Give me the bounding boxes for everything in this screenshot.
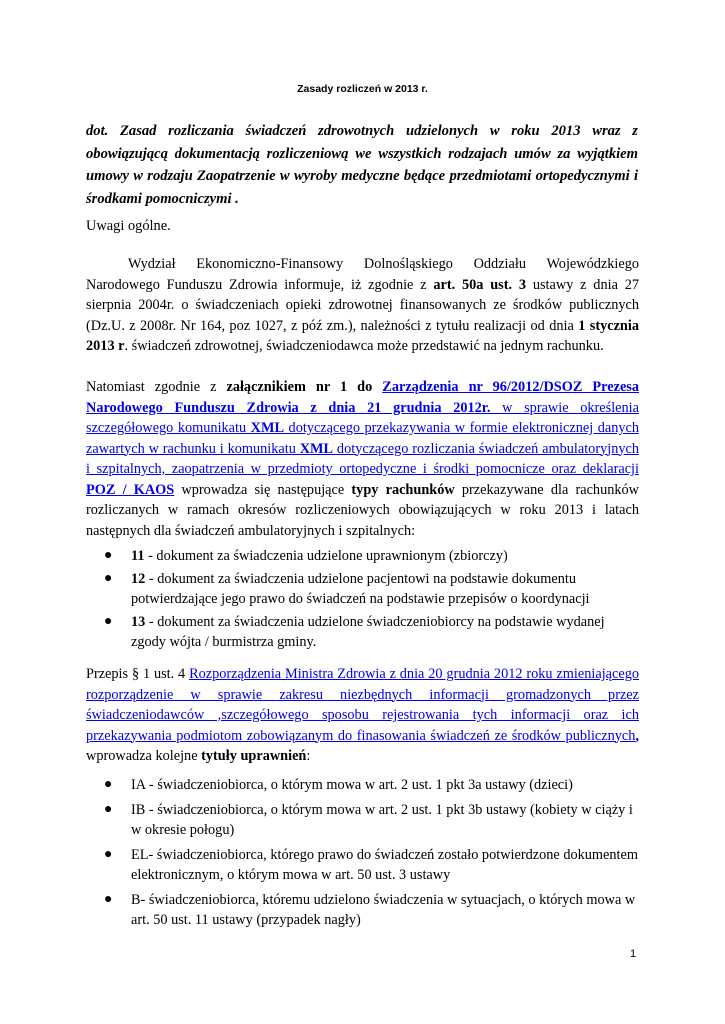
regulation-link-xml-1[interactable]: XML [250,420,285,436]
paragraph-3 [86,664,639,767]
bill-type-code: 11 [131,548,145,564]
entitlement-text: IA - świadczeniobiorca, o którym mowa w art. 2 ust. 1 pkt 3a ustawy (dzieci) [131,777,573,793]
bullet-icon: ● [104,570,113,586]
regulation-link-4[interactable]: dotyczącego przekazywania w formie elektronicznej danych zawartych w rachunku i komunikatu [86,420,639,457]
bill-type-code: 13 [131,613,146,630]
general-remarks-heading: Uwagi ogólne. [86,218,171,234]
regulation-link-poz[interactable]: POZ / KAOS [86,481,175,498]
entitlement-text: B- świadczeniobiorca, któremu udzielono świadczenia w sytuacjach, o których mowa w art. 50 ust. 11 ustawy (przypadek nagły) [131,891,636,928]
list-item [104,845,639,886]
bill-type-text: - dokument za świadczenia udzielone uprawnionym (zbiorczy) [144,548,508,564]
p3-bold-1: tytuły uprawnień [201,748,307,764]
p1-text-2: ustawy z dnia 27 sierpnia 2004r. o świadczeniach opieki zdrowotnej finansowanych ze środków publicznych (Dz.U. z 2008r. Nr 164, poz 1027, z póź zm.), należności z tytułu realizacji od dnia [86,276,640,334]
document-title: Zasady rozliczeń w 2013 r. [297,83,428,95]
p2-text-3: przekazywane dla rachunków rozliczanych w ramach okresów rozliczeniowych obowiązujących w roku 2013 i latach następnych dla świadczeń ambulatoryjnych i szpitalnych: [86,481,639,539]
p1-text-1: Wydział Ekonomiczno-Finansowy Dolnośląskiego Oddziału Wojewódzkiego Narodowego Funduszu Zdrowia informuje, iż zgodnie z [86,256,639,293]
bill-types-list [104,546,639,653]
p2-bold-2: typy rachunków [351,481,455,498]
list-item [104,569,639,610]
p2-text-1: Natomiast zgodnie z [86,379,227,395]
list-item [104,612,639,653]
regulation-link-xml-2[interactable]: XML [299,440,334,457]
p3-text-1: Przepis § 1 ust. 4 [86,666,190,682]
entitlement-text: EL- świadczeniobiorca, którego prawo do świadczeń zostało potwierdzone dokumentem elektronicznym, o którym mowa w art. 50 ust. 3 ustawy [131,846,638,883]
p3-text-2: wprowadza kolejne [86,748,202,764]
list-item [104,775,639,796]
bill-type-text: - dokument za świadczenia udzielone pacjentowi na podstawie dokumentu potwierdzające jego prawo do świadczeń na podstawie przepisów o koordynacji [131,570,590,607]
p2-text-2: wprowadza się następujące [174,481,352,498]
list-item [104,546,639,567]
p2-bold-1: załącznikiem nr 1 do [226,379,373,395]
page-number: 1 [630,948,637,960]
lead-paragraph: dot. Zasad rozliczania świadczeń zdrowotnych udzielonych w roku 2013 wraz z obowiązującą dokumentacją rozliczeniową we wszystkich rodzajach umów za wyjątkiem umowy w rodzaju Zaopatrzenie w wyroby medyczne będące przedmiotami ortopedycznymi i środkami pomocniczymi . [86,123,638,207]
p1-bold-1: art. 50a ust. 3 [433,276,527,293]
ordinance-link[interactable]: Rozporządzenia Ministra Zdrowia z dnia 20 grudnia 2012 roku zmieniającego rozporządzenie w sprawie zakresu niezbędnych informacji gromadzonych przez świadczeniodawców ,szczegółowego sposobu rejestrowania tych informacji oraz ich przekazywania podmiotom zobowiązanym do finasowania świadczeń ze środków publicznych [86,666,639,744]
entitlement-text: IB - świadczeniobiorca, o którym mowa w art. 2 ust. 1 pkt 3b ustawy (kobiety w ciąży i w okresie połogu) [131,801,633,838]
list-item [104,800,639,841]
bullet-icon: ● [104,548,113,563]
bullet-icon: ● [104,613,113,629]
p3-text-3: : [306,748,311,764]
bullet-icon: ● [104,801,113,817]
entitlement-titles-list [104,775,639,931]
regulation-link-2[interactable]: w sprawie określenia szczegółowego komunikatu [86,399,639,436]
bill-type-code: 12 [131,570,146,587]
bullet-icon: ● [104,891,113,907]
p1-text-3: . świadczeń zdrowotnej, świadczeniodawca może przedstawić na jednym rachunku. [124,338,604,354]
bill-type-text: - dokument za świadczenia udzielone świadczeniobiorcy na podstawie wydanej zgody wójta / burmistrza gminy. [131,613,605,650]
p1-bold-2: 1 stycznia 2013 r [86,317,639,354]
bullet-icon: ● [104,846,113,862]
paragraph-1 [86,254,639,357]
regulation-link[interactable]: Zarządzenia nr 96/2012/DSOZ Prezesa Narodowego Funduszu Zdrowia z dnia 21 grudnia 2012r. [86,379,640,416]
ordinance-link-comma[interactable]: , [635,727,639,744]
paragraph-2 [86,377,639,541]
regulation-link-6[interactable]: dotyczącego rozliczania świadczeń ambulatoryjnych i szpitalnych, zaopatrzenia w przedmioty ortopedyczne i środki pomocnicze oraz deklaracji [86,440,640,477]
list-item [104,890,639,931]
bullet-icon: ● [104,777,113,792]
